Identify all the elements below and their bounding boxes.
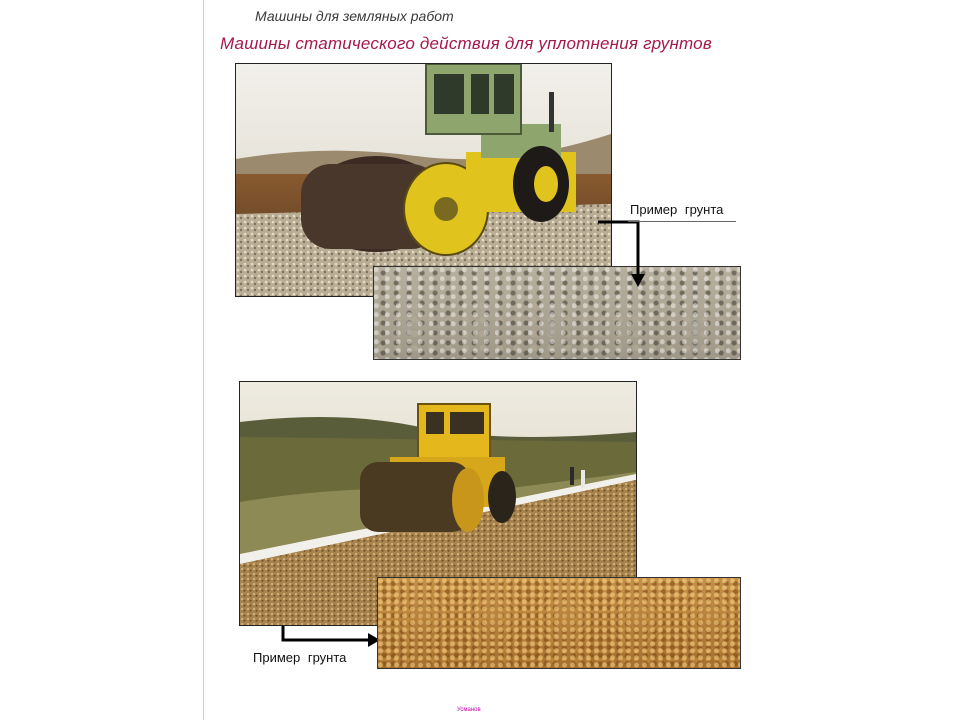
callout-label-bottom: Пример грунта [253,650,347,665]
footer-tag: Усманов [457,707,481,713]
callout-arrowhead-top [631,274,645,287]
callout-arrow-top [598,222,638,278]
page-title: Машины статического действия для уплотнения грунтов [220,34,712,53]
soil-sample-bottom [377,577,741,669]
section-subtitle: Машины для земляных работ [255,8,454,24]
callout-label-top: Пример грунта [630,202,724,217]
callout-underline-top [628,221,736,222]
